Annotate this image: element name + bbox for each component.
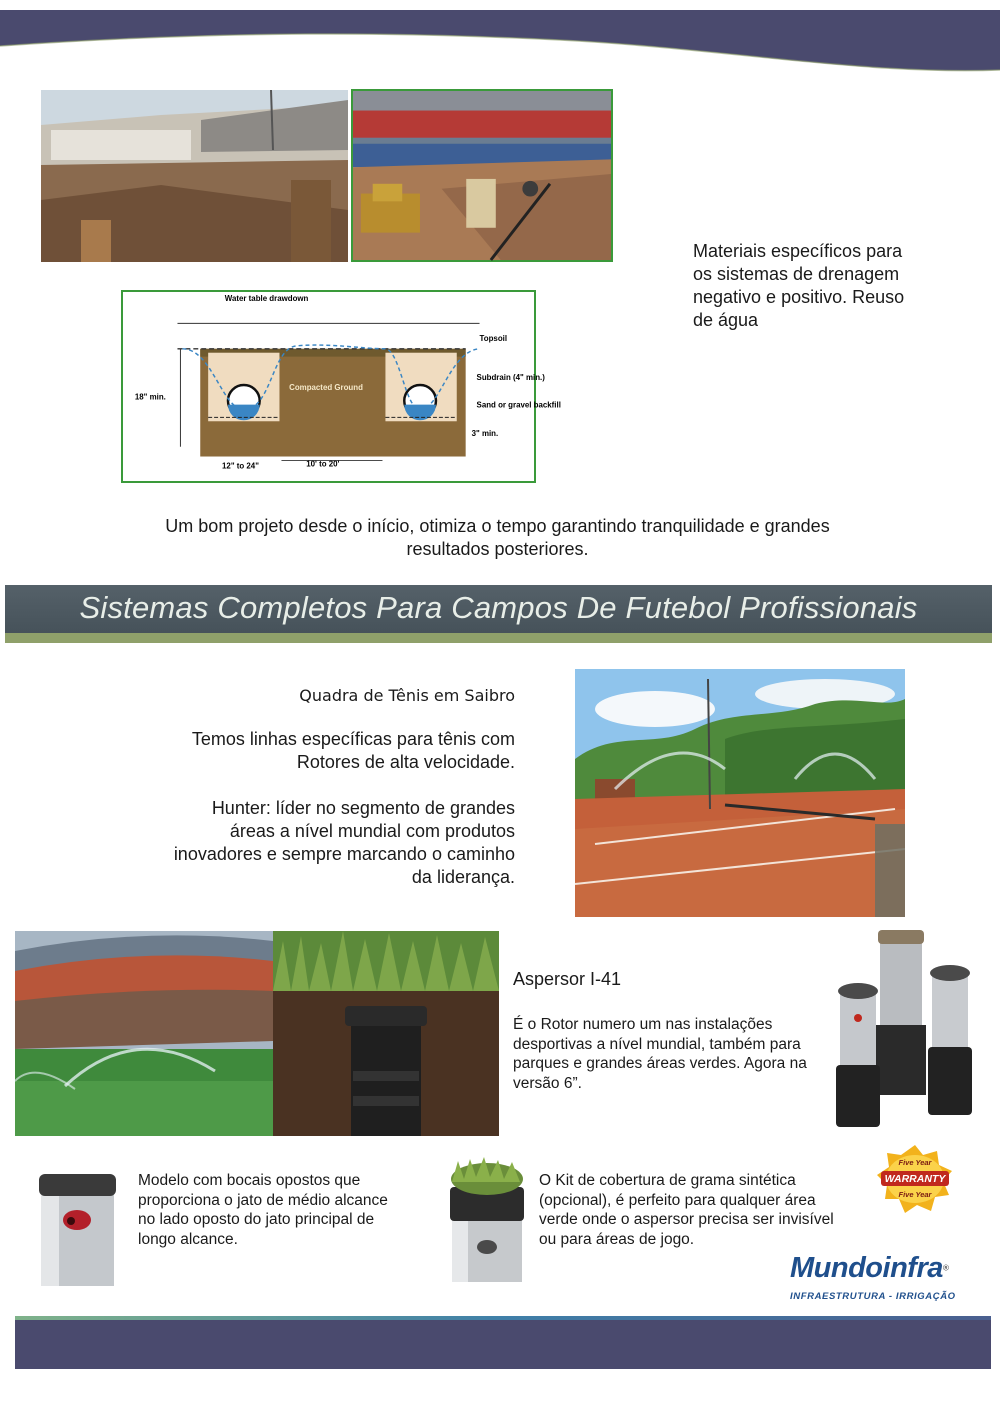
- water-table-label: Water table drawdown: [224, 293, 309, 303]
- warranty-top-label: Five Year: [898, 1158, 932, 1167]
- warranty-badge: [877, 1145, 953, 1213]
- section-title: Sistemas Completos Para Campos De Futebol Profissionais: [79, 590, 918, 625]
- warranty-label: WARRANTY: [884, 1173, 946, 1185]
- aspersor-description: É o Rotor numero um nas instalações desportivas a nível mundial, também para parques e grandes áreas verdes. Agora na versão 6”.: [513, 1016, 807, 1092]
- topsoil-label: Topsoil: [479, 334, 508, 343]
- logo-part-1: Mundo: [790, 1252, 883, 1284]
- stadium-sprinkler-photo: [15, 931, 273, 1136]
- tennis-paragraph-1: Temos linhas específicas para tênis com Rotores de alta velocidade.: [191, 729, 515, 772]
- field-works-photo: [351, 89, 613, 262]
- logo-tagline: INFRAESTRUTURA - IRRIGAÇÃO: [790, 1291, 956, 1302]
- stadium-construction-photo: [41, 90, 348, 262]
- depth-label: 18" min.: [134, 392, 166, 402]
- buried-sprinkler-photo: [273, 931, 499, 1136]
- rotors-product-photo: [830, 925, 975, 1133]
- section-banner: [5, 585, 992, 643]
- kit-text: O Kit de cobertura de grama sintética (opcional), é perfeito para qualquer área verde onde o aspersor precisa ser invisível ou para áreas de jogo.: [539, 1172, 834, 1248]
- subdrain-label: Subdrain (4" min.): [476, 373, 545, 383]
- footer-accent-line: [15, 1316, 991, 1320]
- tennis-court-photo: [575, 669, 905, 917]
- tennis-paragraph-2: Hunter: líder no segmento de grandes áreas a nível mundial com produtos inovadores e sempre marcando o caminho da liderança.: [173, 798, 515, 887]
- aspersor-title: Aspersor I-41: [513, 969, 622, 989]
- model-text: Modelo com bocais opostos que proporciona o jato de médio alcance no lado oposto do jato principal de longo alcance.: [138, 1172, 388, 1248]
- materials-text: Materiais específicos para os sistemas de drenagem negativo e positivo. Reuso de água: [693, 241, 905, 330]
- mundoinfra-logo: [790, 1252, 980, 1304]
- bottom-depth-label: 3" min.: [471, 428, 499, 438]
- sand-backfill-label: Sand or gravel backfill: [476, 400, 561, 410]
- intro-text: Um bom projeto desde o início, otimiza o tempo garantindo tranquilidade e grandes resultados posteriores.: [165, 516, 830, 559]
- logo-registered: ®: [942, 1263, 949, 1273]
- footer-bar: [15, 1316, 991, 1369]
- compacted-ground-label: Compacted Ground: [289, 382, 363, 392]
- tennis-subtitle: Quadra de Tênis em Saibro: [299, 686, 515, 705]
- logo-part-2: infra: [882, 1252, 943, 1284]
- warranty-bottom-label: Five Year: [898, 1190, 932, 1199]
- drainage-diagram: [121, 290, 561, 483]
- opposing-nozzle-rotor-photo: [35, 1168, 120, 1286]
- grass-kit-rotor-photo: [444, 1157, 530, 1282]
- spacing-label: 10' to 20': [306, 459, 340, 469]
- trench-width-label: 12" to 24": [222, 461, 259, 471]
- header-wave: [0, 0, 1000, 85]
